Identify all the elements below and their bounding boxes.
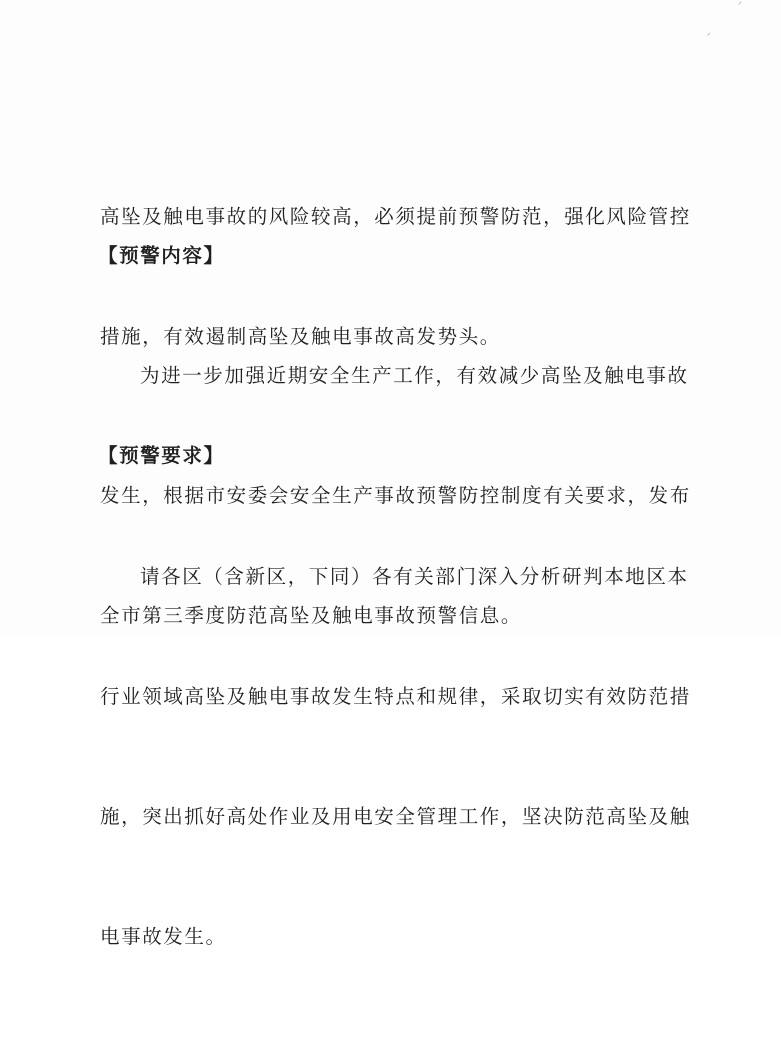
text-line: 全市第三季度防范高坠及触电事故预警信息。	[100, 604, 523, 627]
text-line: 行业领域高坠及触电事故发生特点和规律，采取切实有效防范措	[100, 685, 691, 708]
text-line: 请各区（含新区，下同）各有关部门深入分析研判本地区本	[140, 565, 689, 588]
text-line: 措施，有效遏制高坠及触电事故高发势头。	[100, 325, 501, 348]
text-line: 电事故发生。	[100, 925, 227, 948]
text-line: 为进一步加强近期安全生产工作，有效减少高坠及触电事故	[140, 364, 689, 387]
text-line: 发生，根据市安委会安全生产事故预警防控制度有关要求，发布	[100, 484, 691, 507]
section-heading-content: 【预警内容】	[98, 244, 225, 267]
text-line: 施，突出抓好高处作业及用电安全管理工作，坚决防范高坠及触	[100, 805, 691, 828]
requirements-paragraph	[100, 477, 700, 1037]
scan-mark: ᐟ	[707, 32, 711, 42]
section-heading-requirements: 【预警要求】	[98, 444, 225, 467]
text-line: 高坠及触电事故的风险较高，必须提前预警防范，强化风险管控	[100, 205, 691, 228]
scan-mark: ᐟ	[738, 1, 742, 11]
